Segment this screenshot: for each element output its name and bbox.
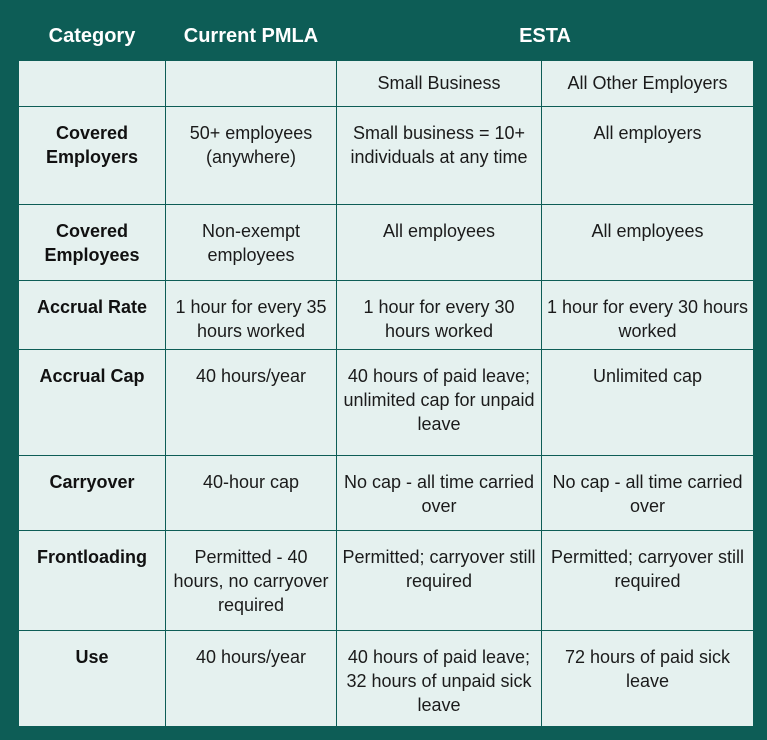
row-label-use: Use — [19, 630, 166, 726]
cell-small-business: Small business = 10+ individuals at any time — [337, 106, 542, 204]
cell-all-other-employers: 72 hours of paid sick leave — [542, 630, 754, 726]
table-row — [19, 455, 754, 530]
cell-current-pmla: 40-hour cap — [166, 455, 337, 530]
cell-small-business: No cap - all time carried over — [337, 455, 542, 530]
subheader-current-pmla — [166, 60, 337, 106]
cell-current-pmla: 40 hours/year — [166, 349, 337, 455]
cell-small-business: 40 hours of paid leave; unlimited cap for unpaid leave — [337, 349, 542, 455]
subheader-all-other-employers: All Other Employers — [542, 60, 754, 106]
cell-all-other-employers: Permitted; carryover still required — [542, 530, 754, 630]
subheader-row — [19, 60, 754, 106]
row-label-accrual-cap: Accrual Cap — [19, 349, 166, 455]
header-row — [19, 14, 754, 60]
header-esta: ESTA — [337, 14, 754, 60]
cell-all-other-employers: 1 hour for every 30 hours worked — [542, 280, 754, 349]
comparison-table-frame — [18, 14, 753, 726]
subheader-small-business: Small Business — [337, 60, 542, 106]
subheader-category — [19, 60, 166, 106]
header-current-pmla: Current PMLA — [166, 14, 337, 60]
row-label-carryover: Carryover — [19, 455, 166, 530]
row-label-covered-employers: Covered Employers — [19, 106, 166, 204]
cell-all-other-employers: All employers — [542, 106, 754, 204]
header-category: Category — [19, 14, 166, 60]
cell-all-other-employers: No cap - all time carried over — [542, 455, 754, 530]
cell-small-business: Permitted; carryover still required — [337, 530, 542, 630]
cell-current-pmla: 50+ employees (anywhere) — [166, 106, 337, 204]
cell-current-pmla: Non-exempt employees — [166, 204, 337, 280]
cell-all-other-employers: All employees — [542, 204, 754, 280]
cell-current-pmla: 1 hour for every 35 hours worked — [166, 280, 337, 349]
cell-small-business: 40 hours of paid leave; 32 hours of unpaid sick leave — [337, 630, 542, 726]
cell-current-pmla: Permitted - 40 hours, no carryover required — [166, 530, 337, 630]
cell-current-pmla: 40 hours/year — [166, 630, 337, 726]
table-row — [19, 204, 754, 280]
cell-small-business: All employees — [337, 204, 542, 280]
pmla-esta-comparison-table — [18, 14, 754, 727]
cell-all-other-employers: Unlimited cap — [542, 349, 754, 455]
row-label-covered-employees: Covered Employees — [19, 204, 166, 280]
table-row — [19, 349, 754, 455]
table-row — [19, 106, 754, 204]
cell-small-business: 1 hour for every 30 hours worked — [337, 280, 542, 349]
table-row — [19, 280, 754, 349]
row-label-accrual-rate: Accrual Rate — [19, 280, 166, 349]
table-row — [19, 530, 754, 630]
table-row — [19, 630, 754, 726]
row-label-frontloading: Frontloading — [19, 530, 166, 630]
